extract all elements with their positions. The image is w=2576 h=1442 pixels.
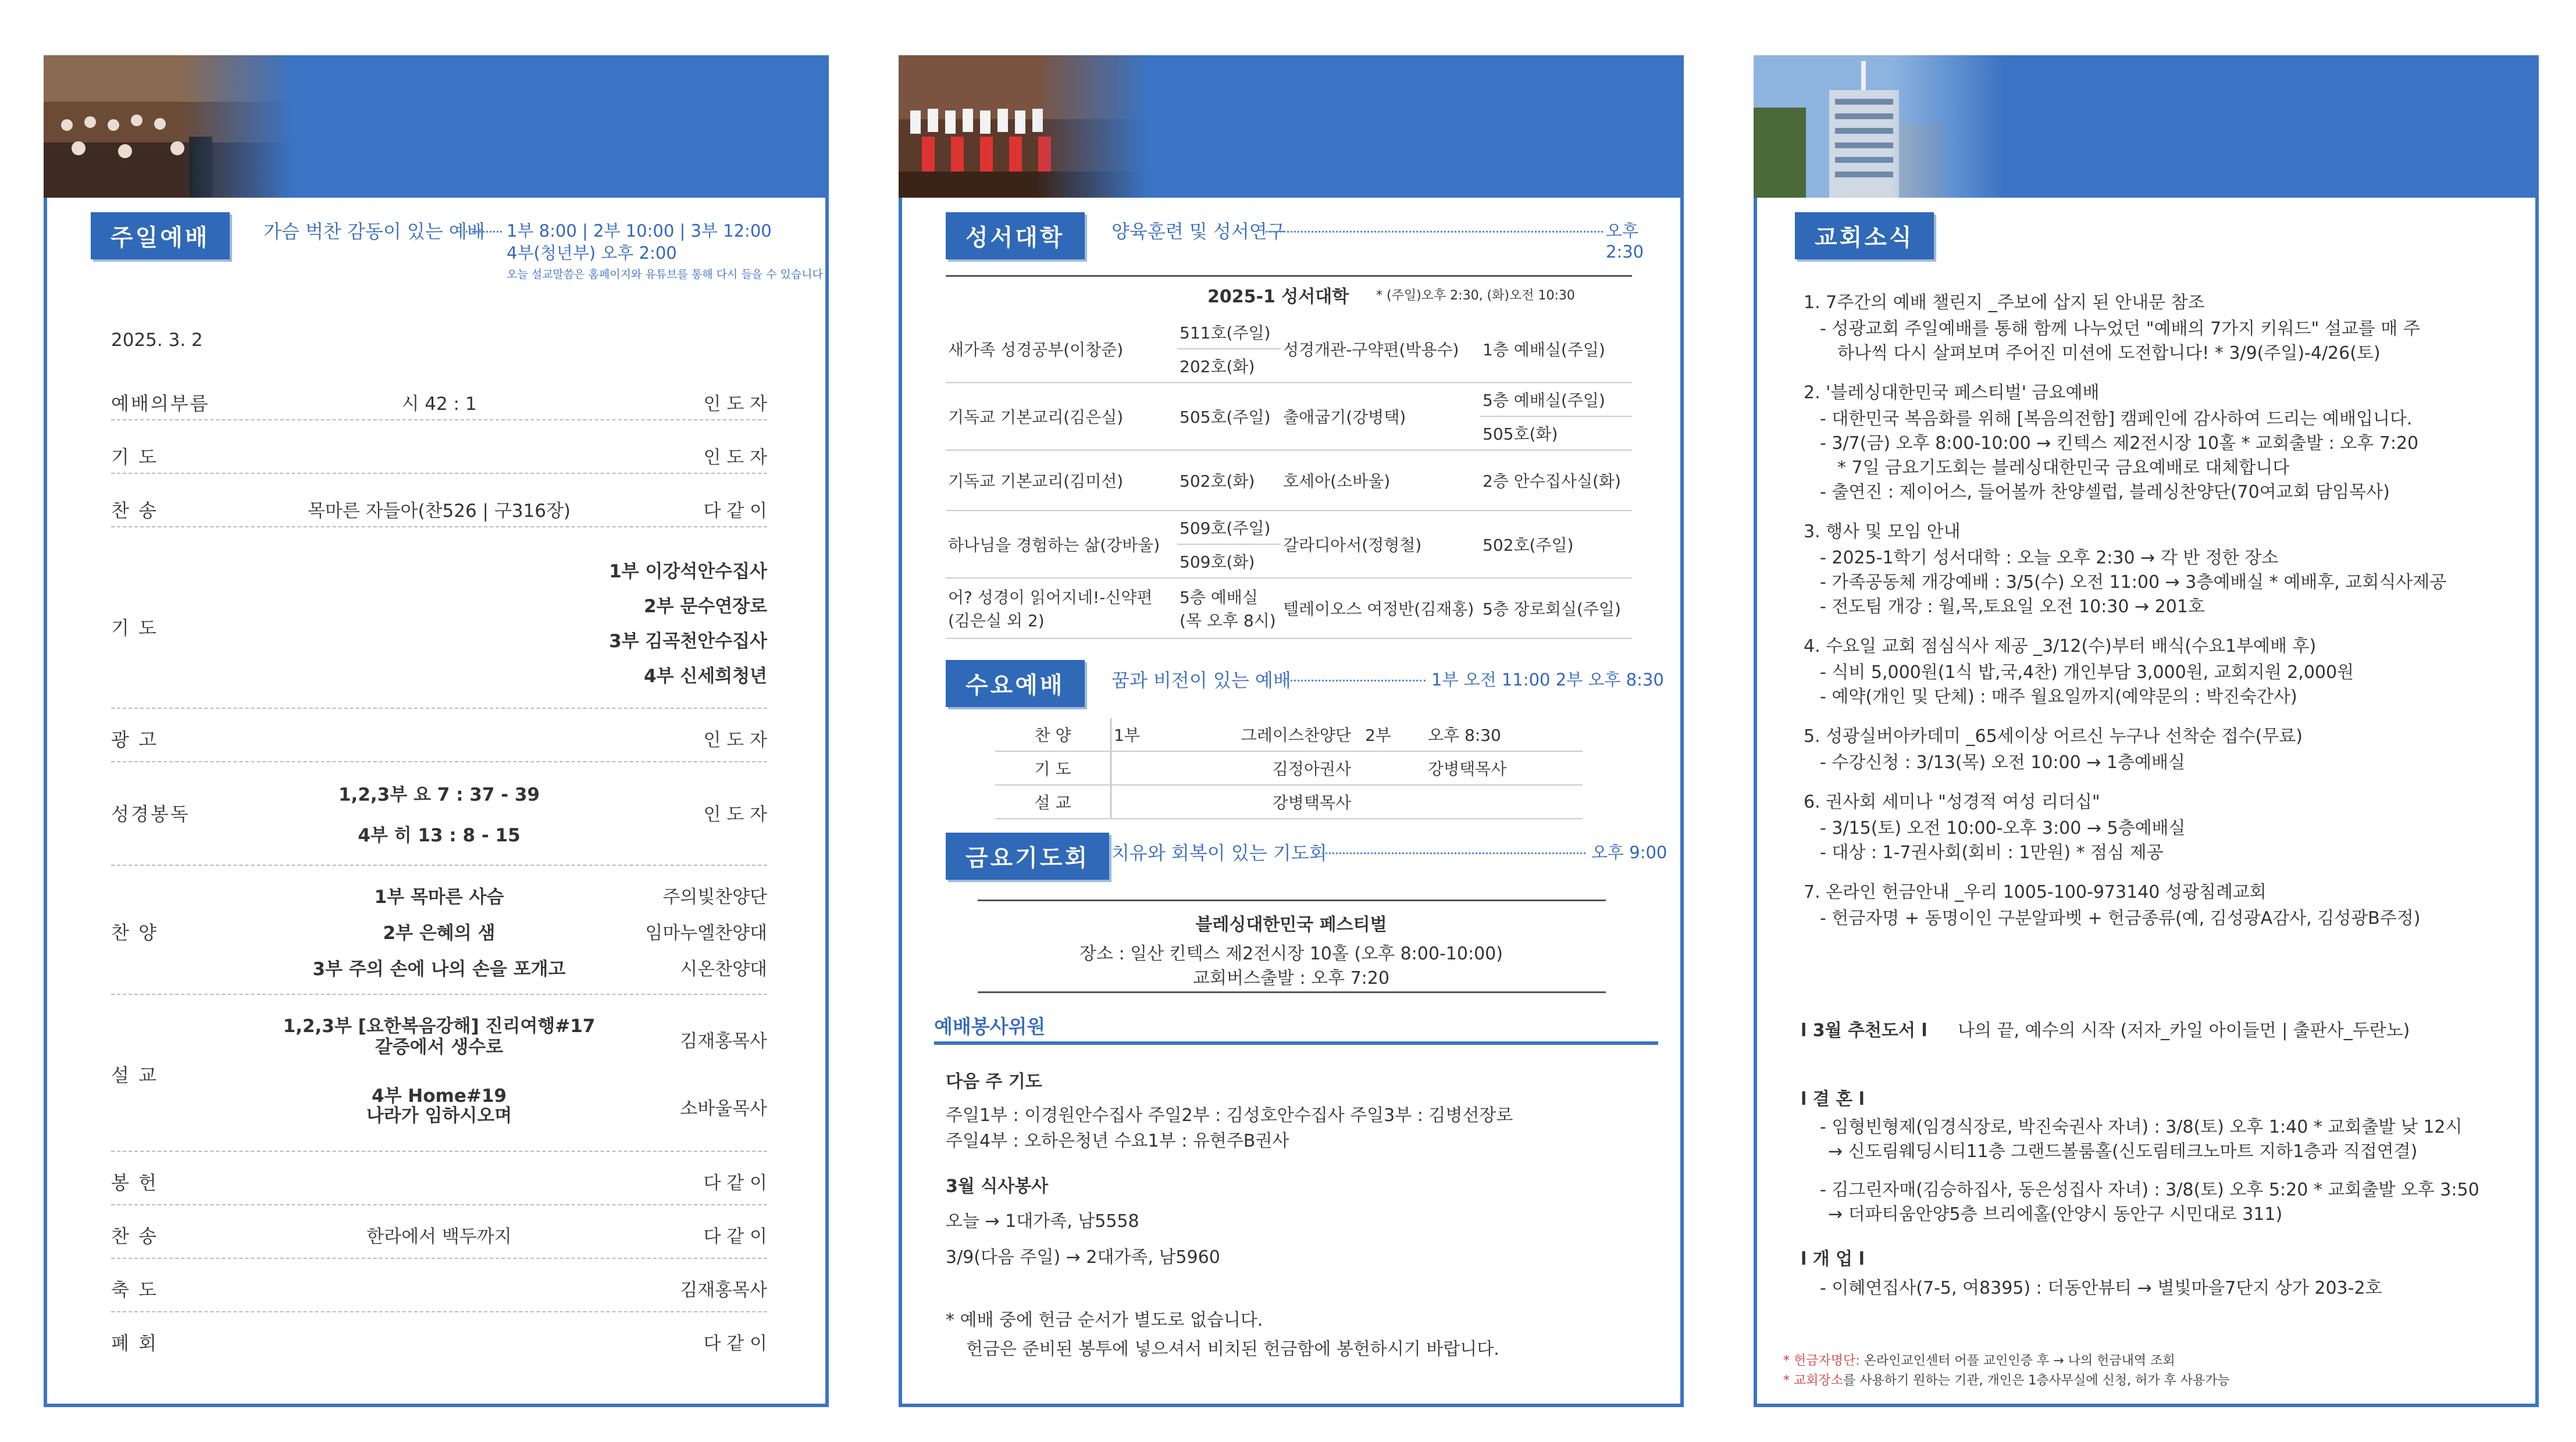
assignee: 강병택목사 [1174, 785, 1363, 819]
row-label: 기 도 [111, 617, 158, 639]
scripture: 1,2,3부 요 7 : 37 - 39 [338, 784, 540, 805]
prayer-leader: 4부 신세희청년 [643, 666, 767, 687]
row-leader: 김재홍목사 [680, 1280, 767, 1301]
service-part [1111, 785, 1174, 819]
class-room: 2층 안수집사실(화) [1480, 450, 1632, 511]
news-line: - 헌금자명 + 동명이인 구분알파벳 + 헌금종류(예, 김성광A감사, 김성광B주정) [1820, 908, 2421, 929]
prayer-line: 주일1부 : 이경원안수집사 주일2부 : 김성호안수집사 주일3부 : 김병선장로 [946, 1105, 1513, 1126]
rule [978, 900, 1606, 901]
meal-title: 3월 식사봉사 [946, 1176, 1049, 1197]
section-tag: 주일예배 [91, 212, 230, 259]
news-heading: 5. 성광실버아카데미 _65세이상 어르신 누구나 선착순 접수(무료) [1804, 726, 2303, 747]
bulletin-date: 2025. 3. 2 [111, 330, 203, 351]
assignee: 강병택목사 [1426, 751, 1583, 785]
news-line: 하나씩 다시 살펴보며 주어진 미션에 도전합니다! * 3/9(주일)-4/26(토) [1837, 343, 2381, 363]
service-part [1363, 785, 1426, 819]
prayer-leader: 1부 이강석안수집사 [609, 561, 767, 582]
order-row [111, 761, 767, 866]
section-tag: 금요기도회 [946, 833, 1109, 880]
class-room: 505호(화) [1480, 416, 1632, 450]
class-name: 새가족 성경공부(이창준) [946, 316, 1177, 383]
service-times: 1부 8:00 | 2부 10:00 | 3부 12:00 [507, 221, 772, 241]
meal-line: 오늘 → 1대가족, 남5558 [946, 1211, 1139, 1232]
dotted-leader [1283, 680, 1426, 681]
class-name: 하나님을 경험하는 삶(강바울) [946, 511, 1177, 578]
order-row [111, 1258, 767, 1312]
row-content: 한라에서 백두까지 [366, 1226, 512, 1247]
class-name: 성경개관-구약편(박용수) [1281, 316, 1480, 383]
table-row [946, 511, 1632, 544]
wedding-label: l 결 혼 l [1801, 1089, 1865, 1109]
assignee: 김정아권사 [1174, 751, 1363, 785]
class-room: 5층 예배실 (목 오후 8시) [1177, 578, 1281, 638]
news-line: - 전도팀 개강 : 월,목,토요일 오전 10:30 → 201호 [1820, 597, 2205, 617]
row-label: 축 도 [111, 1279, 158, 1301]
youth-service-time: 4부(청년부) 오후 2:00 [507, 243, 677, 263]
row-label: 성경봉독 [111, 803, 190, 825]
order-row [111, 1204, 767, 1259]
prayer-leader: 2부 문수연장로 [643, 596, 767, 617]
class-room: 505호(주일) [1177, 383, 1281, 450]
class-room: 1층 예배실(주일) [1480, 316, 1632, 383]
news-line: - 수강신청 : 3/13(목) 오전 10:00 → 1층예배실 [1820, 752, 2185, 773]
anthem: 1부 목마른 사슴 [374, 887, 504, 908]
dotted-leader [1266, 231, 1603, 233]
blue-rule [934, 1041, 1658, 1045]
choir: 주의빛찬양단 [662, 887, 767, 908]
news-line: - 예약(개인 및 단체) : 매주 월요일까지(예약문의 : 박진숙간사) [1820, 687, 2297, 707]
order-row [111, 491, 767, 527]
footnote [1783, 1351, 2175, 1369]
news-heading: 4. 수요일 교회 점심식사 제공 _3/12(수)부터 배식(수요1부예배 후) [1804, 636, 2317, 656]
news-heading: 1. 7주간의 예배 챌린지 _주보에 삽지 된 안내문 참조 [1804, 292, 2205, 313]
class-name: 갈라디아서(정형철) [1281, 511, 1480, 578]
order-row [111, 544, 767, 709]
row-leader: 인 도 자 [703, 447, 767, 468]
class-name: 어? 성경이 읽어지네!-신약편 (김은실 외 2) [946, 578, 1177, 638]
section-time: 오후 2:30 [1606, 221, 1644, 262]
sermon-title: 4부 Home#19 [372, 1086, 507, 1107]
panel-sunday-worship [44, 55, 829, 1407]
order-row [111, 384, 767, 420]
class-room: 509호(주일) [1177, 511, 1281, 544]
row-label: 광 고 [111, 729, 158, 751]
class-name: 텔레이오스 여정반(김재홍) [1281, 578, 1480, 638]
assignee: 오후 8:30 [1426, 718, 1583, 751]
table-row [946, 316, 1632, 349]
row-leader: 인 도 자 [703, 394, 767, 415]
news-heading: 2. '블레싱대한민국 페스티벌' 금요예배 [1804, 383, 2100, 403]
prayer-title: 다음 주 기도 [946, 1072, 1042, 1092]
footnote [1783, 1370, 2230, 1389]
section-tag: 성서대학 [946, 212, 1085, 259]
row-leader: 다 같 이 [703, 1226, 767, 1247]
service-committee-title: 예배봉사위원 [934, 1015, 1046, 1038]
service-part: 2부 [1363, 718, 1426, 751]
choir: 임마누엘찬양대 [645, 923, 767, 944]
section-time: 1부 오전 11:00 2부 오후 8:30 [1431, 670, 1664, 690]
table-row [995, 785, 1583, 819]
offering-notice: * 예배 중에 헌금 순서가 별도로 없습니다. [946, 1310, 1263, 1330]
scripture: 4부 히 13 : 8 - 15 [358, 825, 521, 846]
sermon-subtitle: 나라가 임하시오며 [366, 1105, 512, 1126]
book-label: l 3월 추천도서 l [1801, 1020, 1927, 1041]
row-leader: 인 도 자 [703, 804, 767, 825]
preacher: 김재홍목사 [680, 1031, 767, 1052]
worship-photo [44, 55, 294, 198]
order-row [111, 1151, 767, 1205]
news-line: - 대한민국 복음화를 위해 [복음의전함] 캠페인에 감사하여 드리는 예배입니다. [1820, 409, 2413, 429]
news-heading: 7. 온라인 헌금안내 _우리 1005-100-973140 성광침례교회 [1804, 882, 2267, 902]
news-line: - 성광교회 주일예배를 통해 함께 나누었던 "예배의 7가지 키워드" 설교를 매 주 [1820, 319, 2420, 339]
class-table [946, 316, 1632, 639]
wedding-line: → 신도림웨딩시티11층 그랜드볼룸홀(신도림테크노마트 지하1층과 직접연결) [1828, 1141, 2418, 1162]
dotted-leader [466, 231, 502, 233]
role-label: 기 도 [995, 751, 1111, 785]
class-room: 511호(주일) [1177, 316, 1281, 349]
footnote-key: * 헌금자명단: [1783, 1354, 1860, 1368]
row-label: 찬 송 [111, 499, 158, 522]
business-line: - 이혜연집사(7-5, 여8395) : 더동안뷰티 → 별빛마을7단지 상가 203-2호 [1820, 1278, 2382, 1298]
row-leader: 인 도 자 [703, 730, 767, 751]
wednesday-table [995, 718, 1583, 819]
row-label: 폐 회 [111, 1332, 158, 1354]
order-row [111, 438, 767, 474]
meal-line: 3/9(다음 주일) → 2대가족, 남5960 [946, 1247, 1220, 1268]
sermon-subtitle: 갈증에서 생수로 [375, 1037, 504, 1058]
panel-church-news [1754, 55, 2539, 1407]
class-name: 기독교 기본교리(김은실) [946, 383, 1177, 450]
news-line: - 대상 : 1-7권사회(회비 : 1만원) * 점심 제공 [1820, 843, 2164, 863]
prayer-leader: 3부 김곡천안수집사 [609, 631, 767, 652]
panel-bible-college [899, 55, 1684, 1407]
table-note: * (주일)오후 2:30, (화)오전 10:30 [1376, 288, 1575, 303]
section-subtitle: 양육훈련 및 성서연구 [1111, 220, 1285, 242]
row-content: 목마른 자들아(찬526 | 구316장) [307, 501, 571, 522]
row-content: 시 42 : 1 [401, 394, 477, 415]
row-label: 봉 헌 [111, 1172, 158, 1194]
footnote-text: 를 사용하기 원하는 기관, 개인은 1층사무실에 신청, 허가 후 사용가능 [1843, 1373, 2230, 1388]
row-label: 설 교 [111, 1064, 158, 1086]
service-part: 1부 [1111, 718, 1174, 751]
business-label: l 개 업 l [1801, 1249, 1865, 1269]
dotted-leader [1318, 852, 1585, 854]
prayer-line: 주일4부 : 오하은청년 수요1부 : 유현주B권사 [946, 1131, 1289, 1151]
news-line: - 3/15(토) 오전 10:00-오후 3:00 → 5층예배실 [1820, 818, 2186, 838]
friday-event-place: 장소 : 일산 킨텍스 제2전시장 10홀 (오후 8:00-10:00) [1079, 944, 1503, 964]
rule [978, 991, 1606, 993]
news-line: - 3/7(금) 오후 8:00-10:00 → 킨텍스 제2전시장 10홀 * 교회출발 : 오후 7:20 [1820, 433, 2419, 454]
role-label: 찬 양 [995, 718, 1111, 751]
assignee [1426, 785, 1583, 819]
news-line: - 식비 5,000원(1식 밥,국,4찬) 개인부담 3,000원, 교회지원 2,000원 [1820, 662, 2354, 683]
service-part [1363, 751, 1426, 785]
row-leader: 다 같 이 [703, 1333, 767, 1354]
table-title: 2025-1 성서대학 [1207, 287, 1349, 307]
class-room: 5층 장로회실(주일) [1480, 578, 1632, 638]
news-heading: 3. 행사 및 모임 안내 [1804, 522, 1961, 542]
footnote-key: * 교회장소 [1783, 1373, 1844, 1388]
table-row [946, 383, 1632, 416]
class-room: 502호(화) [1177, 450, 1281, 511]
role-label: 설 교 [995, 785, 1111, 819]
anthem: 3부 주의 손에 나의 손을 포개고 [312, 959, 566, 980]
friday-bus-time: 교회버스출발 : 오후 7:20 [1193, 968, 1389, 988]
row-label: 예배의부름 [111, 392, 210, 415]
offering-notice: 헌금은 준비된 봉투에 넣으셔서 비치된 헌금함에 봉헌하시기 바랍니다. [966, 1339, 1499, 1359]
wedding-line: - 임형빈형제(임경식장로, 박진숙권사 자녀) : 3/8(토) 오후 1:40 * 교회출발 낮 12시 [1820, 1117, 2463, 1137]
church-building-photo [1754, 55, 2004, 198]
section-subtitle: 치유와 회복이 있는 기도회 [1111, 842, 1327, 864]
sermon-note: 오늘 설교말씀은 홈페이지와 유튜브를 통해 다시 들을 수 있습니다 [507, 268, 823, 281]
news-line: * 7일 금요기도회는 블레싱대한민국 금요예배로 대체합니다 [1837, 458, 2290, 478]
sermon-title: 1,2,3부 [요한복음강해] 진리여행#17 [283, 1016, 596, 1037]
news-heading: 6. 권사회 세미나 "성경적 여성 리더십" [1804, 792, 2100, 812]
row-leader: 다 같 이 [703, 1173, 767, 1194]
class-room: 502호(주일) [1480, 511, 1632, 578]
order-row [111, 1311, 767, 1365]
preacher: 소바울목사 [680, 1098, 767, 1119]
order-row [111, 708, 767, 762]
row-label: 찬 송 [111, 1225, 158, 1247]
table-row [946, 450, 1632, 511]
table-row [946, 578, 1632, 638]
class-name: 출애굽기(강병택) [1281, 383, 1480, 450]
book-recommendation: 나의 끝, 예수의 시작 (저자_카일 아이들먼 | 출판사_두란노) [1958, 1020, 2410, 1041]
table-row [995, 751, 1583, 785]
section-subtitle: 가슴 벅찬 감동이 있는 예배 [263, 220, 485, 242]
service-part [1111, 751, 1174, 785]
class-room: 202호(화) [1177, 349, 1281, 383]
news-line: - 가족공동체 개강예배 : 3/5(수) 오전 11:00 → 3층예배실 * 예배후, 교회식사제공 [1820, 572, 2447, 592]
wedding-line: → 더파티움안양5층 브리에홀(안양시 동안구 시민대로 311) [1828, 1204, 2283, 1225]
section-subtitle: 꿈과 비전이 있는 예배 [1111, 669, 1291, 691]
section-tag: 교회소식 [1795, 212, 1934, 259]
friday-event-title: 블레싱대한민국 페스티벌 [1195, 915, 1387, 935]
row-label: 찬 양 [111, 922, 158, 944]
wedding-line: - 김그린자매(김승하집사, 동은성집사 자녀) : 3/8(토) 오후 5:20 * 교회출발 오후 3:50 [1820, 1180, 2479, 1200]
row-leader: 다 같 이 [703, 501, 767, 522]
assignee: 그레이스찬양단 [1174, 718, 1363, 751]
news-line: - 출연진 : 제이어스, 들어볼까 찬양셀럽, 블레싱찬양단(70여교회 담임목사) [1820, 482, 2390, 502]
class-room: 5층 예배실(주일) [1480, 383, 1632, 416]
table-row [995, 718, 1583, 751]
order-row [111, 865, 767, 995]
section-time: 오후 9:00 [1591, 843, 1668, 862]
choir-photo [899, 55, 1149, 198]
table-top-rule [946, 275, 1632, 277]
anthem: 2부 은혜의 샘 [383, 923, 496, 944]
class-name: 기독교 기본교리(김미선) [946, 450, 1177, 511]
class-name: 호세아(소바울) [1281, 450, 1480, 511]
news-line: - 2025-1학기 성서대학 : 오늘 오후 2:30 → 각 반 정한 장소 [1820, 548, 2279, 568]
class-room: 509호(화) [1177, 544, 1281, 578]
row-label: 기 도 [111, 446, 158, 468]
order-row [111, 994, 767, 1152]
footnote-text: 온라인교인센터 어플 교인인증 후 → 나의 헌금내역 조회 [1859, 1354, 2175, 1368]
section-tag: 수요예배 [946, 660, 1085, 707]
choir: 시온찬양대 [680, 959, 767, 980]
